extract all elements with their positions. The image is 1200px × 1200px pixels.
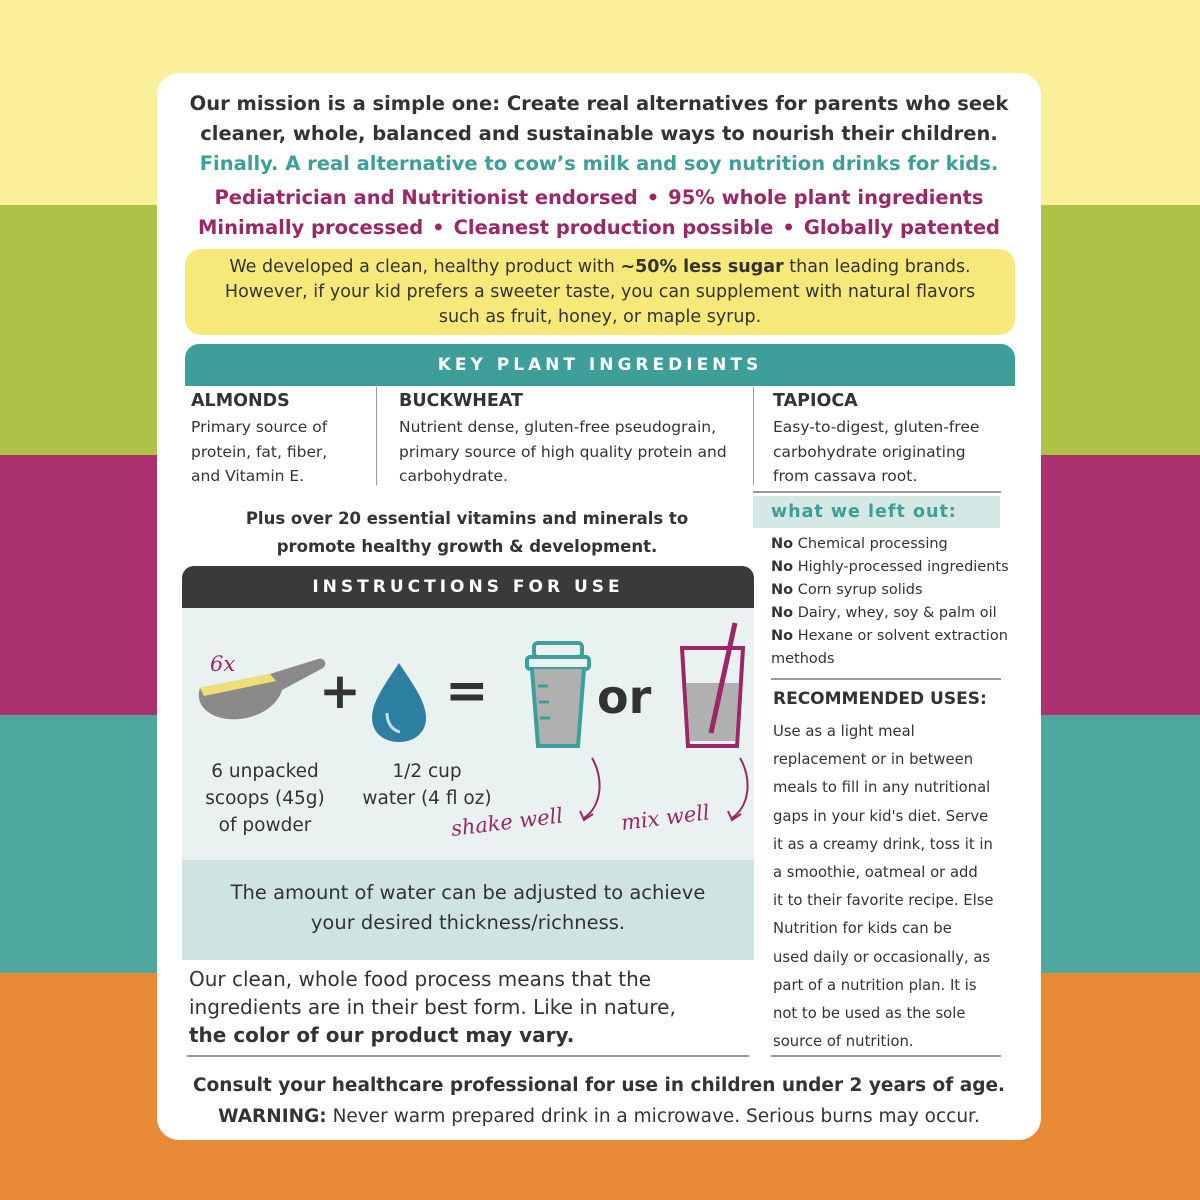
left-out-text: Highly-processed ingredients (797, 559, 1009, 575)
claim-cleanest-production: Cleanest production possible (453, 216, 774, 239)
shake-well-label: shake well (449, 803, 565, 841)
claims-row-1 (157, 183, 1041, 213)
sugar-note-text: We developed a clean, healthy product with (229, 257, 621, 277)
process-note-line: Our clean, whole food process means that the (189, 967, 652, 991)
divider-line (753, 491, 1001, 493)
scoop-count: 6x (210, 652, 236, 676)
recommended-uses-text (773, 718, 1018, 1056)
ingredient-buckwheat (399, 391, 759, 489)
mix-well-label: mix well (619, 800, 711, 835)
water-drop-icon (372, 663, 426, 742)
ingredient-description-line: carbohydrate. (399, 467, 508, 485)
left-out-item (771, 556, 1036, 579)
divider-line (187, 1055, 749, 1057)
ingredient-name: TAPIOCA (773, 391, 858, 411)
divider-line (771, 678, 1001, 680)
recommended-line: replacement or in between (773, 751, 974, 769)
vitamins-line-1: Plus over 20 essential vitamins and minerals to (245, 509, 689, 528)
ingredient-name: BUCKWHEAT (399, 391, 523, 411)
claim-minimally-processed: Minimally processed (198, 216, 424, 239)
equals-sign: = (445, 661, 489, 721)
vitamins-note (187, 505, 747, 561)
water-adjust-line: The amount of water can be adjusted to achieve (230, 881, 706, 904)
claim-separator: • (432, 216, 445, 239)
sugar-note-highlight: ~50% less sugar (620, 257, 784, 277)
claims-block (157, 183, 1041, 243)
mission-line-1: Our mission is a simple one: Create real alternatives for parents who seek (189, 92, 1009, 115)
ingredient-almonds (191, 391, 381, 489)
claim-separator: • (782, 216, 795, 239)
no-label: No (771, 559, 794, 575)
recommended-line: gaps in your kid's diet. Serve (773, 807, 989, 825)
tagline: Finally. A real alternative to cow’s milk and soy nutrition drinks for kids. (199, 152, 999, 175)
no-label: No (771, 536, 794, 552)
water-adjust-note (182, 860, 754, 960)
scoop-caption-line: of powder (218, 815, 312, 836)
shaker-icon (527, 643, 589, 746)
left-out-text: Corn syrup solids (797, 582, 923, 598)
water-caption-line: water (4 fl oz) (362, 788, 492, 809)
footer (157, 1070, 1041, 1132)
water-caption (342, 758, 512, 812)
recommended-line: Nutrition for kids can be (773, 920, 952, 938)
recommended-line: not to be used as the sole (773, 1005, 966, 1023)
claim-whole-plant: 95% whole plant ingredients (668, 186, 984, 209)
ingredient-description-line: and Vitamin E. (191, 467, 305, 485)
recommended-uses-heading: RECOMMENDED USES: (773, 689, 987, 709)
left-out-continuation: methods (771, 651, 835, 667)
left-out-heading: what we left out: (753, 496, 1000, 528)
ingredient-description (399, 415, 759, 489)
ingredient-description (773, 415, 1023, 489)
process-note-highlight: the color of our product may vary. (189, 1023, 575, 1047)
scoop-caption-line: 6 unpacked (211, 761, 319, 782)
column-divider (376, 387, 377, 485)
mission-line-2: cleaner, whole, balanced and sustainable ways to nourish their children. (200, 122, 998, 145)
left-out-item (771, 533, 1036, 556)
recommended-line: a smoothie, oatmeal or add (773, 864, 978, 882)
warning-line (157, 1101, 1041, 1132)
no-label: No (771, 582, 794, 598)
ingredient-description-line: carbohydrate originating (773, 442, 966, 461)
divider-line (771, 1055, 1001, 1057)
column-divider (753, 387, 754, 485)
water-adjust-line: your desired thickness/richness. (310, 911, 626, 934)
left-out-item (771, 602, 1036, 625)
consult-note: Consult your healthcare professional for use in children under 2 years of age. (192, 1075, 1006, 1096)
ingredient-name: ALMONDS (191, 391, 290, 411)
left-out-item (771, 579, 1036, 602)
water-caption-line: 1/2 cup (392, 761, 462, 782)
ingredient-tapioca (773, 391, 1023, 489)
claim-patented: Globally patented (803, 216, 1000, 239)
or-word: or (597, 670, 652, 724)
vitamins-line-2: promote healthy growth & development. (276, 537, 658, 556)
ingredient-description (191, 415, 381, 489)
warning-label: WARNING: (218, 1106, 327, 1127)
recommended-line: Use as a light meal (773, 723, 915, 740)
recommended-line: meals to fill in any nutritional (773, 779, 991, 797)
claim-endorsed: Pediatrician and Nutritionist endorsed (214, 186, 638, 209)
ingredient-description-line: Nutrient dense, gluten-free pseudograin, (399, 418, 717, 436)
process-note-line: ingredients are in their best form. Like in nature, (189, 995, 676, 1019)
recommended-line: it to their favorite recipe. Else (773, 892, 994, 910)
info-card (157, 73, 1041, 1140)
sugar-note-text: than leading brands. (783, 257, 971, 277)
no-label: No (771, 605, 794, 621)
left-out-text: Chemical processing (797, 536, 948, 552)
instructions-panel (182, 608, 754, 860)
sugar-note-line-3: such as fruit, honey, or maple syrup. (438, 307, 762, 327)
process-note (189, 965, 754, 1049)
left-out-list (771, 533, 1036, 671)
scoop-caption-line: scoops (45g) (205, 788, 325, 809)
no-label: No (771, 628, 794, 644)
sugar-note (185, 249, 1015, 335)
recommended-line: used daily or occasionally, as (773, 948, 991, 966)
glass-icon (682, 623, 743, 746)
left-out-text: Dairy, whey, soy & palm oil (797, 605, 997, 621)
recommended-line: part of a nutrition plan. It is (773, 976, 977, 994)
ingredient-description-line: Primary source of (191, 418, 328, 436)
ingredient-description-line: Easy-to-digest, gluten-free (773, 418, 980, 436)
sugar-note-line-1 (185, 255, 1015, 280)
left-out-text: Hexane or solvent extraction (797, 628, 1008, 644)
left-out-item (771, 625, 1036, 648)
ingredient-description-line: from cassava root. (773, 467, 918, 485)
ingredient-description-line: primary source of high quality protein and (399, 442, 727, 461)
ingredient-description-line: protein, fat, fiber, (191, 442, 328, 461)
recommended-line: it as a creamy drink, toss it in (773, 835, 993, 853)
claim-separator: • (646, 186, 660, 209)
mission-statement (157, 89, 1041, 149)
instructions-heading: INSTRUCTIONS FOR USE (182, 566, 754, 608)
key-ingredients-heading: KEY PLANT INGREDIENTS (185, 344, 1015, 386)
recommended-line: source of nutrition. (773, 1033, 914, 1051)
scoop-caption (190, 758, 340, 839)
warning-text: Never warm prepared drink in a microwave. Serious burns may occur. (326, 1106, 980, 1127)
sugar-note-line-2: However, if your kid prefers a sweeter taste, you can supplement with natural flavors (224, 282, 976, 302)
plus-sign: + (319, 662, 361, 720)
claims-row-2 (157, 213, 1041, 243)
